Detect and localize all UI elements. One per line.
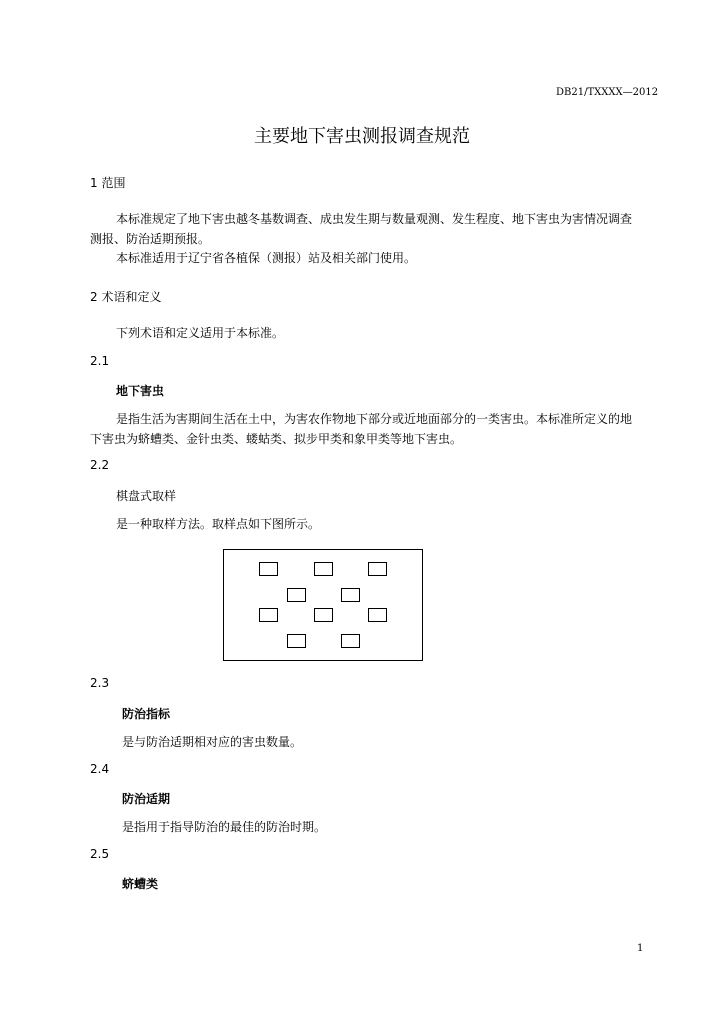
section-2-2-definition: 是一种取样方法。取样点如下图所示。 (116, 517, 321, 531)
section-1-heading: 1 范围 (90, 176, 126, 190)
section-1-paragraph-1-line-2: 测报、防治适期预报。 (90, 232, 211, 246)
sample-point (368, 562, 387, 576)
section-2-1-term: 地下害虫 (116, 384, 165, 398)
section-2-intro: 下列术语和定义适用于本标准。 (116, 326, 285, 340)
page-title: 主要地下害虫测报调查规范 (254, 126, 470, 147)
section-2-4-term: 防治适期 (122, 792, 171, 806)
sample-point (259, 608, 278, 622)
sample-point (287, 634, 306, 648)
sample-point (314, 608, 333, 622)
page-number: 1 (637, 943, 644, 954)
section-2-4-definition: 是指用于指导防治的最佳的防治时期。 (122, 820, 327, 834)
section-2-2-number: 2.2 (90, 458, 110, 472)
section-2-5-term: 蛴螬类 (122, 877, 159, 891)
section-2-3-number: 2.3 (90, 676, 110, 690)
section-2-1-number: 2.1 (90, 354, 110, 368)
section-1-paragraph-2: 本标准适用于辽宁省各植保（测报）站及相关部门使用。 (116, 251, 417, 265)
section-2-3-definition: 是与防治适期相对应的害虫数量。 (122, 735, 303, 749)
sample-point (314, 562, 333, 576)
checkerboard-sampling-diagram (223, 549, 423, 661)
section-2-3-term: 防治指标 (122, 707, 171, 721)
section-2-2-term: 棋盘式取样 (116, 489, 177, 503)
section-2-5-number: 2.5 (90, 847, 110, 861)
sample-point (287, 588, 306, 602)
section-2-1-definition-line-1: 是指生活为害期间生活在土中，为害农作物地下部分或近地面部分的一类害虫。本标准所定义的地 (116, 412, 633, 426)
section-2-heading: 2 术语和定义 (90, 290, 162, 304)
section-2-4-number: 2.4 (90, 762, 110, 776)
document-code: DB21/TXXXX—2012 (556, 87, 659, 98)
section-1-paragraph-1-line-1: 本标准规定了地下害虫越冬基数调查、成虫发生期与数量观测、发生程度、地下害虫为害情况调查 (116, 212, 633, 226)
sample-point (259, 562, 278, 576)
sample-point (341, 634, 360, 648)
section-2-1-definition-line-2: 下害虫为蛴螬类、金针虫类、蝼蛄类、拟步甲类和象甲类等地下害虫。 (90, 432, 463, 446)
sample-point (341, 588, 360, 602)
sample-point (368, 608, 387, 622)
